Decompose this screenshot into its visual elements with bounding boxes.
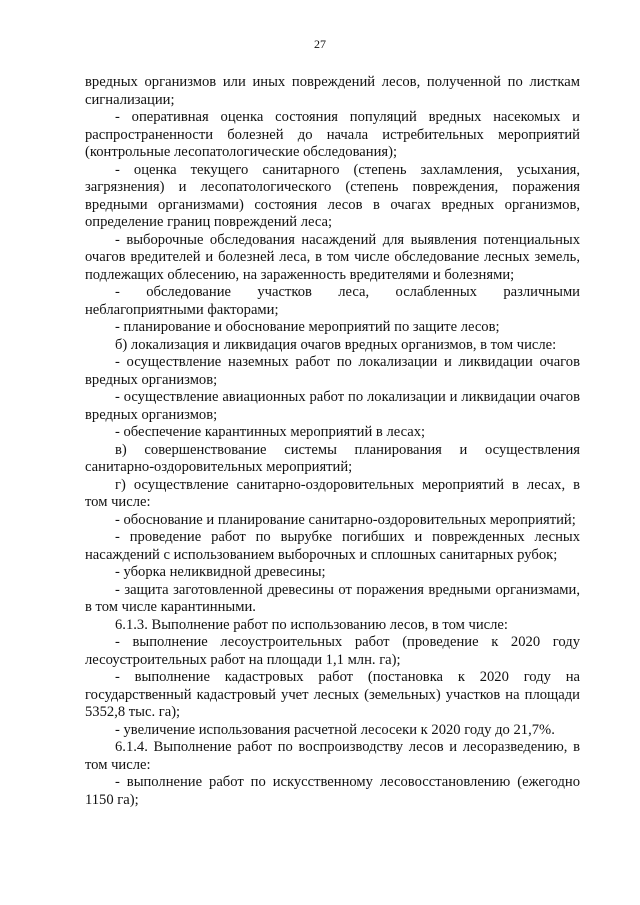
paragraph: - проведение работ по вырубке погибших и поврежденных лесных насаждений с использованием выборочных и сплошных санитарных рубок; (85, 529, 580, 563)
paragraph: - осуществление авиационных работ по локализации и ликвидации очагов вредных организмов; (85, 389, 580, 423)
paragraph: - уборка неликвидной древесины; (115, 564, 326, 580)
paragraph: - защита заготовленной древесины от поражения вредными организмами, в том числе карантинными. (85, 581, 580, 615)
paragraph: 6.1.3. Выполнение работ по использованию лесов, в том числе: (115, 616, 508, 633)
body-text (85, 74, 580, 809)
paragraph: - оперативная оценка состояния популяций вредных насекомых и распространенности болезней до начала истребительных мероприятий (контрольные лесопатологические обследования); (85, 109, 580, 160)
paragraph: - выполнение кадастровых работ (постановка к 2020 году на государственный кадастровый учет лесных (земельных) участков на площади 5352,8 тыс. га); (85, 669, 580, 720)
paragraph: - обследование участков леса, ослабленных различными неблагоприятными факторами; (85, 284, 580, 318)
paragraph: 6.1.4. Выполнение работ по воспроизводству лесов и лесоразведению, в том числе: (85, 739, 580, 773)
paragraph: - планирование и обоснование мероприятий по защите лесов; (115, 319, 500, 335)
paragraph: - обоснование и планирование санитарно-оздоровительных мероприятий; (115, 511, 576, 528)
paragraph: г) осуществление санитарно-оздоровительных мероприятий в лесах, в том числе: (85, 476, 580, 510)
paragraph: вредных организмов или иных повреждений лесов, полученной по листкам сигнализации; (85, 74, 580, 108)
paragraph: - осуществление наземных работ по локализации и ликвидации очагов вредных организмов; (85, 354, 580, 388)
paragraph: - выполнение лесоустроительных работ (проведение к 2020 году лесоустроительных работ на площади 1,1 млн. га); (85, 634, 580, 668)
paragraph: - выборочные обследования насаждений для выявления потенциальных очагов вредителей и болезней леса, в том числе обследование лесных земель, подлежащих облесению, на зараженность вредителями и болезнями; (85, 231, 580, 283)
paragraph: - выполнение работ по искусственному лесовосстановлению (ежегодно 1150 га); (85, 774, 580, 808)
paragraph: в) совершенствование системы планирования и осуществления санитарно-оздоровительных мероприятий; (85, 441, 580, 475)
paragraph: б) локализация и ликвидация очагов вредных организмов, в том числе: (115, 336, 557, 353)
page-number: 27 (314, 37, 326, 51)
paragraph: - оценка текущего санитарного (степень захламления, усыхания, загрязнения) и лесопатологического (степень повреждения, поражения вредными организмами) состояния лесов в очагах вредных организмов, определение границ повреждений леса; (85, 161, 580, 230)
paragraph: - обеспечение карантинных мероприятий в лесах; (115, 424, 426, 440)
paragraph: - увеличение использования расчетной лесосеки к 2020 году до 21,7%. (115, 721, 555, 738)
